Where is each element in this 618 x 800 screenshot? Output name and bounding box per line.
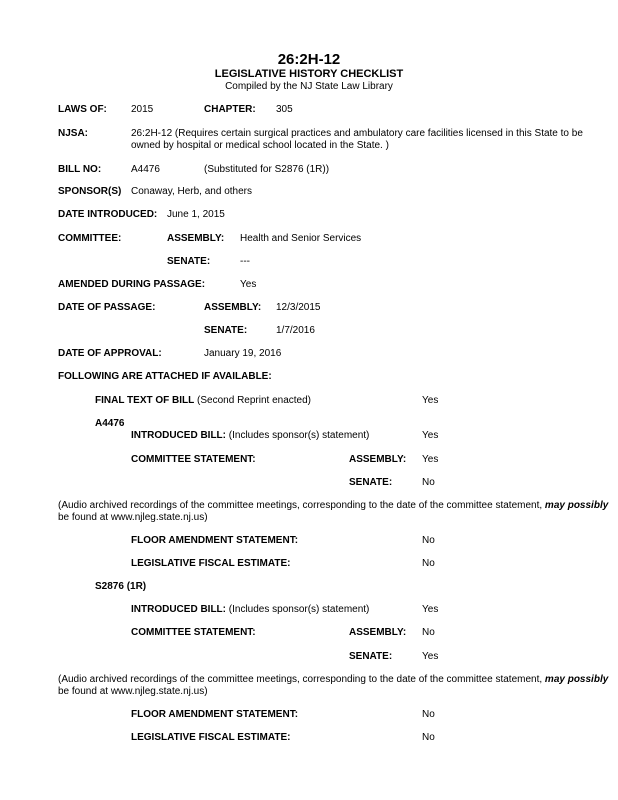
s2876-introduced-row <box>131 604 369 616</box>
s2876-audio-emphasis: may possibly <box>544 674 609 685</box>
compiled-by: Compiled by the NJ State Law Library <box>225 81 393 92</box>
s2876-fiscal-label: LEGISLATIVE FISCAL ESTIMATE: <box>131 732 291 743</box>
chapter-label: CHAPTER: <box>204 104 256 115</box>
a4476-committee-label: COMMITTEE STATEMENT: <box>131 454 256 465</box>
document-title: 26:2H-12 <box>277 51 341 68</box>
bill-no-label: BILL NO: <box>58 164 102 175</box>
attached-heading: FOLLOWING ARE ATTACHED IF AVAILABLE: <box>58 371 272 382</box>
final-text-value: Yes <box>422 395 439 406</box>
final-text-label: FINAL TEXT OF BILL <box>95 395 195 406</box>
passage-assembly-value: 12/3/2015 <box>276 302 321 313</box>
date-introduced-value: June 1, 2015 <box>167 209 225 220</box>
a4476-introduced-value: Yes <box>422 430 439 441</box>
a4476-senate-value: No <box>422 477 435 488</box>
s2876-introduced-note: (Includes sponsor(s) statement) <box>228 604 370 615</box>
njsa-line-2: owned by hospital or medical school located in the State. ) <box>131 140 389 151</box>
committee-senate-label: SENATE: <box>167 256 211 267</box>
sponsors-label: SPONSOR(S) <box>58 186 122 197</box>
bill-no-note: (Substituted for S2876 (1R)) <box>204 164 330 175</box>
a4476-introduced-note: (Includes sponsor(s) statement) <box>228 430 370 441</box>
committee-label: COMMITTEE: <box>58 233 122 244</box>
committee-assembly-value: Health and Senior Services <box>240 233 362 244</box>
s2876-committee-label: COMMITTEE STATEMENT: <box>131 627 256 638</box>
a4476-senate-label: SENATE: <box>349 477 393 488</box>
s2876-introduced-value: Yes <box>422 604 439 615</box>
a4476-floor-label: FLOOR AMENDMENT STATEMENT: <box>131 535 299 546</box>
laws-of-label: LAWS OF: <box>58 104 107 115</box>
s2876-assembly-label: ASSEMBLY: <box>349 627 407 638</box>
a4476-audio-note-line-2: be found at www.njleg.state.nj.us) <box>58 512 208 523</box>
final-text-note: (Second Reprint enacted) <box>197 395 312 406</box>
s2876-audio-text: (Audio archived recordings of the committee meetings, corresponding to the date of the committee statement, <box>58 674 543 685</box>
s2876-floor-label: FLOOR AMENDMENT STATEMENT: <box>131 709 299 720</box>
a4476-assembly-label: ASSEMBLY: <box>349 454 407 465</box>
a4476-introduced-row <box>131 430 369 442</box>
final-text-row <box>95 395 311 407</box>
bill-no-value: A4476 <box>131 164 160 175</box>
a4476-floor-value: No <box>422 535 435 546</box>
s2876-audio-note-line-1 <box>58 674 608 686</box>
approval-label: DATE OF APPROVAL: <box>58 348 162 359</box>
amended-value: Yes <box>240 279 257 290</box>
s2876-fiscal-value: No <box>422 732 435 743</box>
a4476-audio-emphasis: may possibly <box>544 500 609 511</box>
date-introduced-label: DATE INTRODUCED: <box>58 209 158 220</box>
sponsors-value: Conaway, Herb, and others <box>131 186 252 197</box>
chapter-value: 305 <box>276 104 293 115</box>
s2876-floor-value: No <box>422 709 435 720</box>
document-subtitle: LEGISLATIVE HISTORY CHECKLIST <box>214 68 404 80</box>
committee-assembly-label: ASSEMBLY: <box>167 233 225 244</box>
passage-label: DATE OF PASSAGE: <box>58 302 156 313</box>
passage-senate-label: SENATE: <box>204 325 248 336</box>
a4476-fiscal-label: LEGISLATIVE FISCAL ESTIMATE: <box>131 558 291 569</box>
amended-label: AMENDED DURING PASSAGE: <box>58 279 206 290</box>
s2876-introduced-label: INTRODUCED BILL: <box>131 604 226 615</box>
s2876-assembly-value: No <box>422 627 435 638</box>
passage-senate-value: 1/7/2016 <box>276 325 315 336</box>
s2876-heading: S2876 (1R) <box>95 581 147 592</box>
s2876-senate-label: SENATE: <box>349 651 393 662</box>
a4476-assembly-value: Yes <box>422 454 439 465</box>
njsa-label: NJSA: <box>58 128 89 139</box>
a4476-audio-note-line-1 <box>58 500 608 512</box>
a4476-heading: A4476 <box>95 418 125 429</box>
njsa-line-1: 26:2H-12 (Requires certain surgical practices and ambulatory care facilities licensed in this State to be <box>131 128 583 139</box>
approval-value: January 19, 2016 <box>204 348 282 359</box>
a4476-introduced-label: INTRODUCED BILL: <box>131 430 226 441</box>
s2876-senate-value: Yes <box>422 651 439 662</box>
laws-of-value: 2015 <box>131 104 154 115</box>
committee-senate-value: --- <box>240 256 250 267</box>
s2876-audio-note-line-2: be found at www.njleg.state.nj.us) <box>58 686 208 697</box>
a4476-audio-text: (Audio archived recordings of the committee meetings, corresponding to the date of the committee statement, <box>58 500 543 511</box>
a4476-fiscal-value: No <box>422 558 435 569</box>
passage-assembly-label: ASSEMBLY: <box>204 302 262 313</box>
